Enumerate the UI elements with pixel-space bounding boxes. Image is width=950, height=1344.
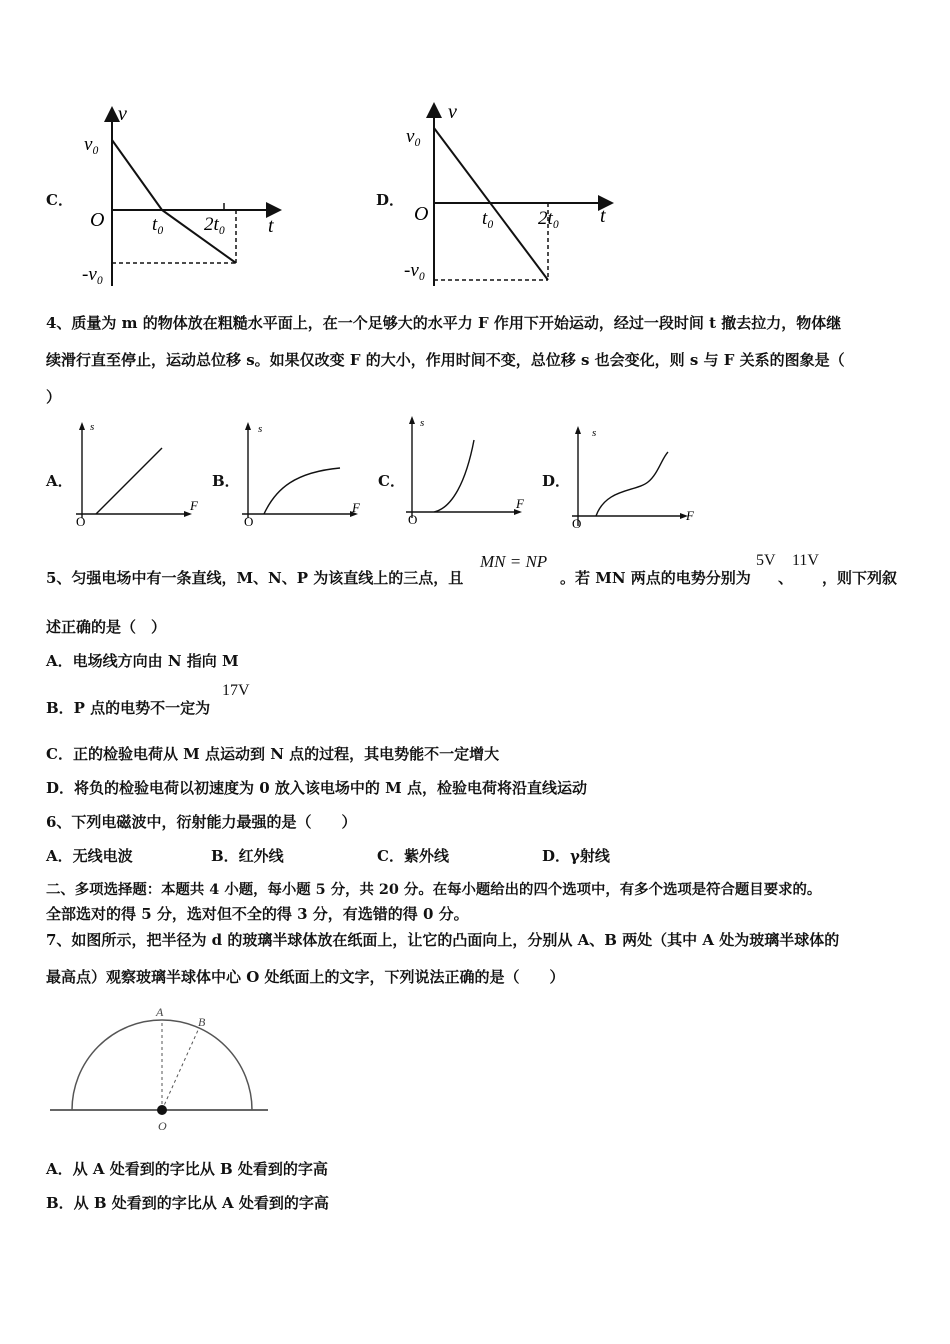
- s-f-curve: [96, 448, 162, 514]
- point-o-label: O: [158, 1119, 167, 1133]
- t0-label: t₀: [152, 214, 164, 235]
- t-label: t: [600, 205, 606, 227]
- q6-option-c: C．紫外线: [377, 847, 449, 865]
- q7-stem-line2: 最高点）观察玻璃半球体中心 O 处纸面上的文字，下列说法正确的是（ ）: [46, 968, 565, 986]
- q5-stem-b: 。若 MN 两点的电势分别为: [560, 569, 751, 587]
- s-f-curve: [264, 468, 340, 514]
- f-label: F: [516, 496, 524, 511]
- v-label: v: [448, 101, 457, 123]
- f-label: F: [686, 508, 694, 523]
- hemisphere-figure: [46, 1004, 276, 1134]
- q5-option-b: B．P 点的电势不一定为: [46, 699, 211, 717]
- s-f-curve: [596, 452, 668, 516]
- origin-label: O: [244, 514, 254, 528]
- q5-option-c: C．正的检验电荷从 M 点运动到 N 点的过程，其电势能不一定增大: [46, 745, 500, 763]
- q7-stem-line1: 7、如图所示，把半径为 d 的玻璃半球体放在纸面上，让它的凸面向上，分别从 A、B 两处（其中 A 处为玻璃半球体的: [46, 931, 840, 949]
- point-a-label: A: [156, 1005, 164, 1019]
- sf-graph-d: [566, 422, 706, 532]
- vt-graph-c: [78, 100, 288, 290]
- q5-potential-m: 5V: [756, 552, 776, 569]
- q7-option-a: A．从 A 处看到的字比从 B 处看到的字高: [46, 1160, 328, 1178]
- q5-formula: MN = NP: [480, 552, 548, 571]
- t-label: t: [268, 215, 274, 237]
- s-label: s: [258, 423, 263, 435]
- s-label: s: [90, 421, 95, 433]
- 2t0-label: 2t₀: [204, 214, 226, 235]
- s-label: s: [420, 417, 425, 429]
- q4-option-c-letter: C．: [378, 472, 405, 490]
- q4-stem-line3: ）: [46, 388, 62, 406]
- origin-label: O: [90, 209, 105, 231]
- neg-v0-label: -v₀: [82, 264, 104, 285]
- q7-option-b: B．从 B 处看到的字比从 A 处看到的字高: [46, 1194, 329, 1212]
- s-label: s: [592, 427, 597, 439]
- sight-line-b: [162, 1028, 199, 1110]
- q5-option-a: A．电场线方向由 N 指向 M: [46, 652, 239, 670]
- v0-label: v₀: [84, 134, 100, 155]
- neg-v0-label: -v₀: [404, 260, 426, 281]
- q6-stem: 6、下列电磁波中，衍射能力最强的是（ ）: [46, 813, 357, 831]
- v-label: v: [118, 103, 127, 125]
- q4-option-b-letter: B．: [212, 472, 240, 490]
- center-point: [157, 1105, 167, 1115]
- origin-label: O: [408, 512, 418, 527]
- q5-potential-n: 11V: [792, 552, 819, 569]
- q5-option-d: D．将负的检验电荷以初速度为 0 放入该电场中的 M 点，检验电荷将沿直线运动: [46, 779, 587, 797]
- q6-option-a: A．无线电波: [46, 847, 133, 865]
- origin-label: O: [76, 514, 86, 528]
- s-f-curve: [434, 440, 474, 512]
- q6-option-d: D．γ射线: [542, 847, 610, 865]
- velocity-line: [112, 140, 236, 263]
- q5-stem-c: ，则下列叙: [822, 569, 898, 587]
- section2-header-line2: 全部选对的得 5 分，选对但不全的得 3 分，有选错的得 0 分。: [46, 905, 469, 923]
- f-label: F: [352, 500, 360, 515]
- option-d-letter: D．: [376, 191, 405, 209]
- q5-option-b-value: 17V: [222, 682, 250, 699]
- sf-graph-a: [70, 418, 210, 528]
- q4-option-a-letter: A．: [46, 472, 73, 490]
- sf-graph-c: [400, 412, 540, 528]
- q5-stem-a: 5、匀强电场中有一条直线，M、N、P 为该直线上的三点，且: [46, 569, 464, 587]
- sf-graph-b: [236, 418, 376, 528]
- option-c-letter: C．: [46, 191, 73, 209]
- q4-option-d-letter: D．: [542, 472, 571, 490]
- f-label: F: [190, 498, 198, 513]
- origin-label: O: [414, 203, 429, 225]
- q5-stem-d: 述正确的是（ ）: [46, 618, 167, 636]
- vt-graph-d: [400, 98, 620, 288]
- v0-label: v₀: [406, 126, 422, 147]
- origin-label: O: [572, 516, 582, 531]
- q4-stem-line1: 4、质量为 m 的物体放在粗糙水平面上，在一个足够大的水平力 F 作用下开始运动，经过一段时间 t 撤去拉力，物体继: [46, 314, 842, 332]
- q4-stem-line2: 续滑行直至停止，运动总位移 s。如果仅改变 F 的大小，作用时间不变，总位移 s 也会变化，则 s 与 F 关系的图象是（: [46, 351, 845, 369]
- point-b-label: B: [198, 1015, 206, 1029]
- 2t0-label: 2t₀: [538, 208, 560, 229]
- t0-label: t₀: [482, 208, 494, 229]
- section2-header-line1: 二、多项选择题：本题共 4 小题，每小题 5 分，共 20 分。在每小题给出的四个选项中，有多个选项是符合题目要求的。: [46, 881, 822, 898]
- q5-sep: 、: [778, 569, 794, 587]
- q6-option-b: B．红外线: [211, 847, 284, 865]
